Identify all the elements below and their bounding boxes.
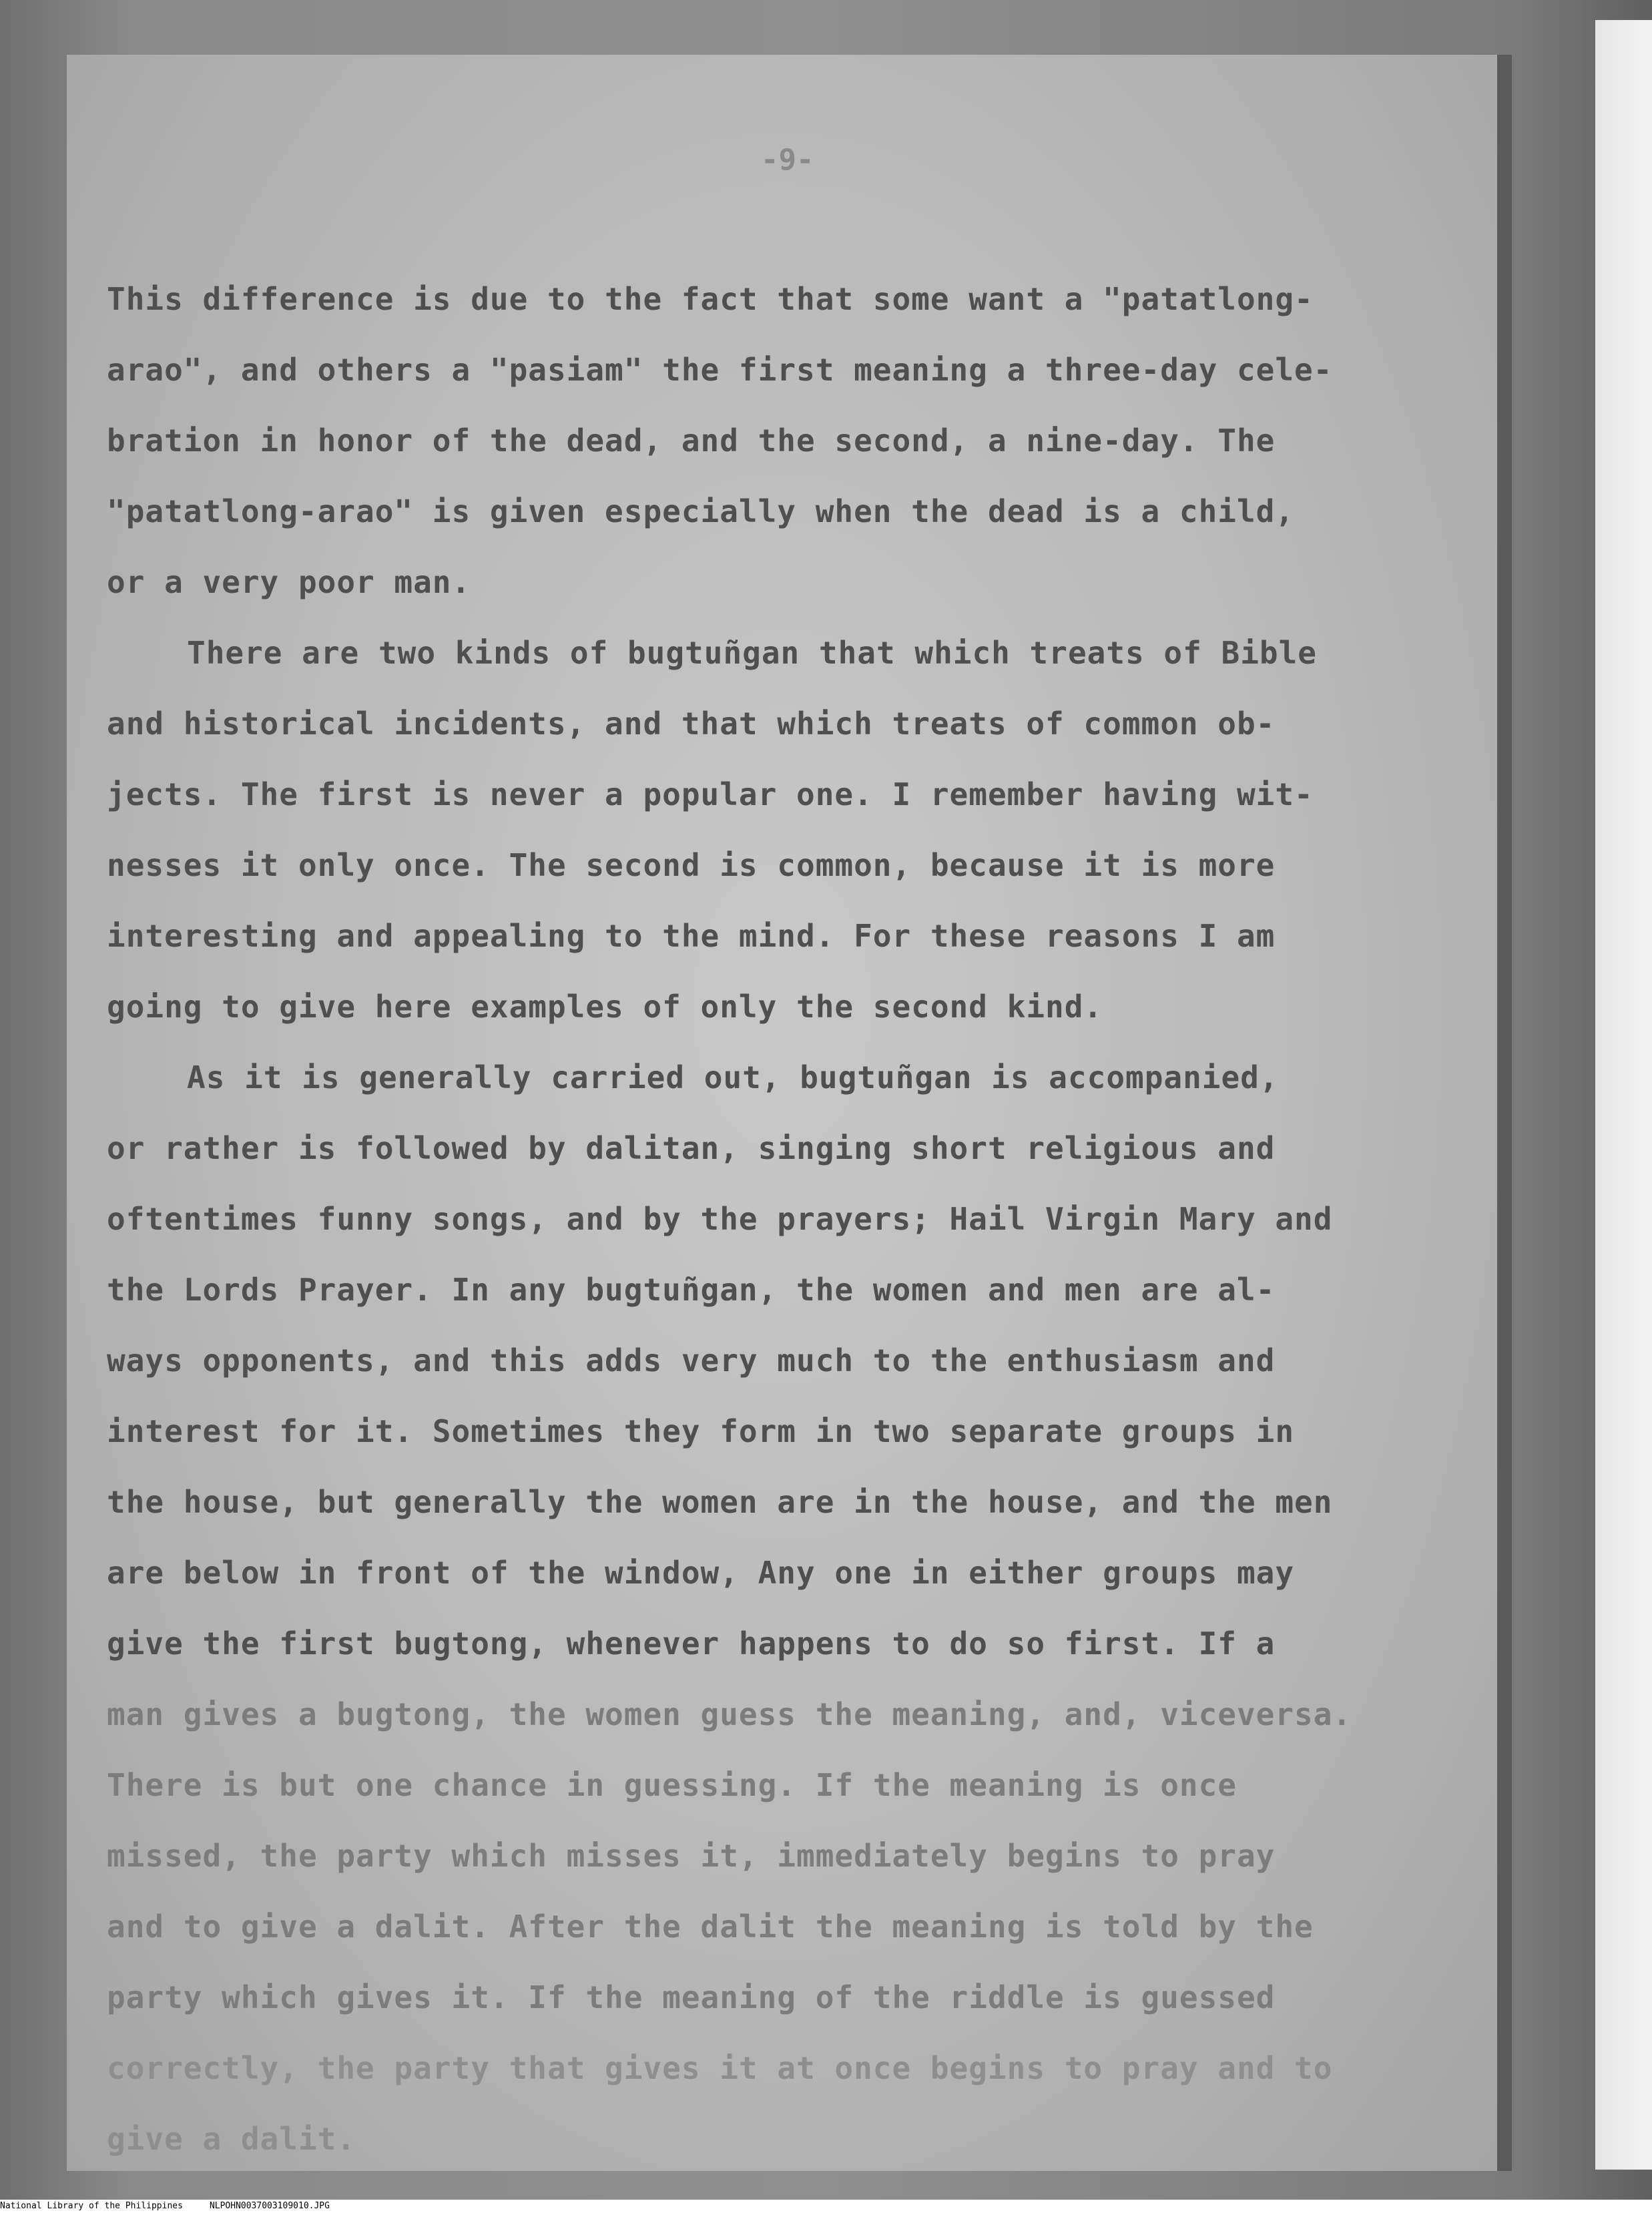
text-line: man gives a bugtong, the women guess the meaning, and, viceversa. bbox=[107, 1696, 1352, 1732]
text-line: There is but one chance in guessing. If the meaning is once bbox=[107, 1767, 1237, 1803]
text-line: or a very poor man. bbox=[107, 564, 471, 600]
text-line: party which gives it. If the meaning of the riddle is guessed bbox=[107, 1979, 1276, 2015]
text-line: ways opponents, and this adds very much to the enthusiasm and bbox=[107, 1342, 1276, 1379]
text-line: "patatlong-arao" is given especially when the dead is a child, bbox=[107, 493, 1295, 529]
text-line: correctly, the party that gives it at once begins to pray and to bbox=[107, 2050, 1333, 2086]
footer-library: National Library of the Philippines bbox=[0, 2201, 183, 2211]
text-line: arao", and others a "pasiam" the first meaning a three-day cele- bbox=[107, 352, 1333, 388]
text-line: and historical incidents, and that which treats of common ob- bbox=[107, 706, 1276, 742]
text-line: the Lords Prayer. In any bugtuñgan, the women and men are al- bbox=[107, 1272, 1276, 1308]
text-line: nesses it only once. The second is common, because it is more bbox=[107, 847, 1276, 883]
text-line: oftentimes funny songs, and by the prayers; Hail Virgin Mary and bbox=[107, 1201, 1333, 1237]
text-line: give a dalit. bbox=[107, 2121, 356, 2157]
footer-file-id: NLPOHN0037003109010.JPG bbox=[209, 2201, 330, 2211]
text-line: and to give a dalit. After the dalit the meaning is told by the bbox=[107, 1909, 1314, 1945]
paragraph-start-line: There are two kinds of bugtuñgan that which treats of Bible bbox=[187, 635, 1317, 671]
paragraph-start-line: As it is generally carried out, bugtuñgan is accompanied, bbox=[187, 1059, 1279, 1095]
archive-footer bbox=[0, 2200, 1652, 2213]
text-line: the house, but generally the women are in the house, and the men bbox=[107, 1484, 1333, 1520]
text-line: give the first bugtong, whenever happens to do so first. If a bbox=[107, 1626, 1276, 1662]
text-line: going to give here examples of only the second kind. bbox=[107, 989, 1103, 1025]
text-line: interesting and appealing to the mind. For these reasons I am bbox=[107, 918, 1276, 954]
page-number: -9- bbox=[761, 143, 814, 177]
text-line: jects. The first is never a popular one. I remember having wit- bbox=[107, 776, 1314, 812]
body-text bbox=[107, 264, 1455, 2174]
text-line: or rather is followed by dalitan, singing short religious and bbox=[107, 1130, 1276, 1166]
text-line: missed, the party which misses it, immediately begins to pray bbox=[107, 1838, 1276, 1874]
text-line: interest for it. Sometimes they form in two separate groups in bbox=[107, 1413, 1295, 1449]
text-line: This difference is due to the fact that some want a "patatlong- bbox=[107, 281, 1314, 317]
text-line: are below in front of the window, Any one in either groups may bbox=[107, 1555, 1295, 1591]
text-line: bration in honor of the dead, and the second, a nine-day. The bbox=[107, 423, 1276, 459]
adjacent-page-edge bbox=[1595, 20, 1652, 2170]
